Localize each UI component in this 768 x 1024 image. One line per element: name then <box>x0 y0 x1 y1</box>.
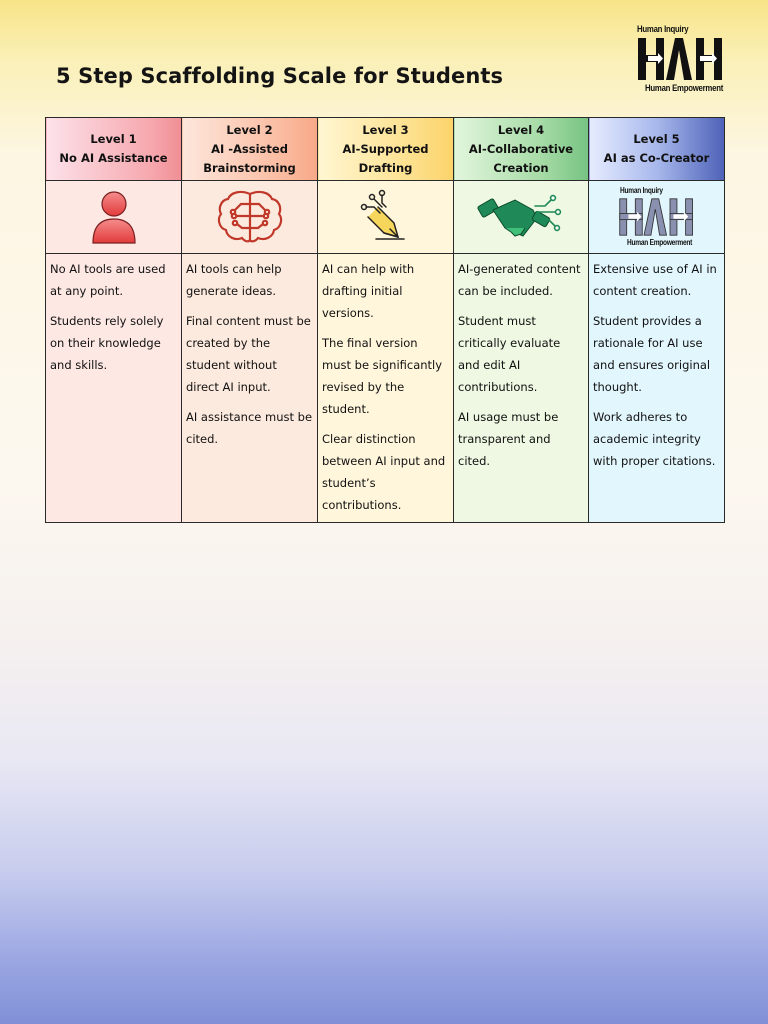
logo-top-text: Human Inquiry <box>637 24 689 35</box>
hah-letters-mini-icon <box>618 197 696 237</box>
level-5-desc-3: Work adheres to academic integrity with proper citations. <box>593 410 716 468</box>
hah-logo-icon <box>618 185 696 249</box>
icon-row <box>46 181 725 254</box>
level-4-desc-2: Student must critically evaluate and edit AI contributions. <box>458 314 561 394</box>
level-1-header <box>46 118 182 181</box>
level-2-label: Level 2 <box>226 122 273 137</box>
person-icon <box>90 189 138 245</box>
mini-logo-top-text: Human Inquiry <box>619 186 663 195</box>
level-1-icon-cell <box>46 181 182 254</box>
level-4-description <box>454 254 589 523</box>
level-2-desc-3: AI assistance must be cited. <box>186 410 313 446</box>
level-5-desc-1: Extensive use of AI in content creation. <box>593 262 717 298</box>
level-2-name-line-1: AI -Assisted <box>211 141 288 156</box>
level-4-header <box>454 118 589 181</box>
level-1-desc-1: No AI tools are used at any point. <box>50 262 166 298</box>
level-2-icon-cell <box>182 181 318 254</box>
level-3-desc-3: Clear distinction between AI input and student’s contributions. <box>322 432 446 512</box>
level-3-header <box>318 118 454 181</box>
level-3-icon-cell <box>318 181 454 254</box>
level-3-desc-1: AI can help with drafting initial versions. <box>322 262 415 320</box>
level-4-name-line-1: AI-Collaborative <box>468 141 574 156</box>
level-3-name-line-1: AI-Supported <box>342 141 429 156</box>
handshake-icon <box>475 188 567 246</box>
description-row <box>46 254 725 523</box>
level-1-description <box>46 254 182 523</box>
level-5-header <box>589 118 725 181</box>
mini-logo-bottom-text: Human Empowerment <box>626 238 692 247</box>
level-1-desc-2: Students rely solely on their knowledge and skills. <box>50 314 164 372</box>
level-3-name-line-2: Drafting <box>358 160 413 175</box>
level-2-name-line-2: Brainstorming <box>203 160 296 175</box>
scaffolding-table <box>45 117 725 523</box>
header-row <box>46 118 725 181</box>
level-5-name: AI as Co-Creator <box>603 151 710 165</box>
level-2-header <box>182 118 318 181</box>
logo-bottom-text: Human Empowerment <box>645 83 724 94</box>
hah-letters-icon <box>636 36 726 82</box>
page-title: 5 Step Scaffolding Scale for Students <box>56 64 504 88</box>
level-2-description <box>182 254 318 523</box>
brain-circuit-icon <box>215 188 285 246</box>
level-2-desc-1: AI tools can help generate ideas. <box>186 262 282 298</box>
hah-logo <box>636 24 728 96</box>
level-4-desc-1: AI-generated content can be included. <box>458 262 581 298</box>
level-3-description <box>318 254 454 523</box>
level-4-label: Level 4 <box>497 122 545 137</box>
level-5-label: Level 5 <box>633 132 680 146</box>
level-1-label: Level 1 <box>90 132 137 146</box>
circuit-pen-icon <box>360 189 412 245</box>
level-4-icon-cell <box>454 181 589 254</box>
level-5-icon-cell <box>589 181 725 254</box>
level-2-desc-2: Final content must be created by the student without direct AI input. <box>186 314 311 394</box>
level-1-name: No AI Assistance <box>59 151 168 165</box>
level-3-label: Level 3 <box>362 122 409 137</box>
level-4-desc-3: AI usage must be transparent and cited. <box>458 410 559 468</box>
level-4-name-line-2: Creation <box>493 160 549 175</box>
level-3-desc-2: The final version must be significantly revised by the student. <box>322 336 443 416</box>
level-5-desc-2: Student provides a rationale for AI use and ensures original thought. <box>593 314 711 394</box>
level-5-description <box>589 254 725 523</box>
